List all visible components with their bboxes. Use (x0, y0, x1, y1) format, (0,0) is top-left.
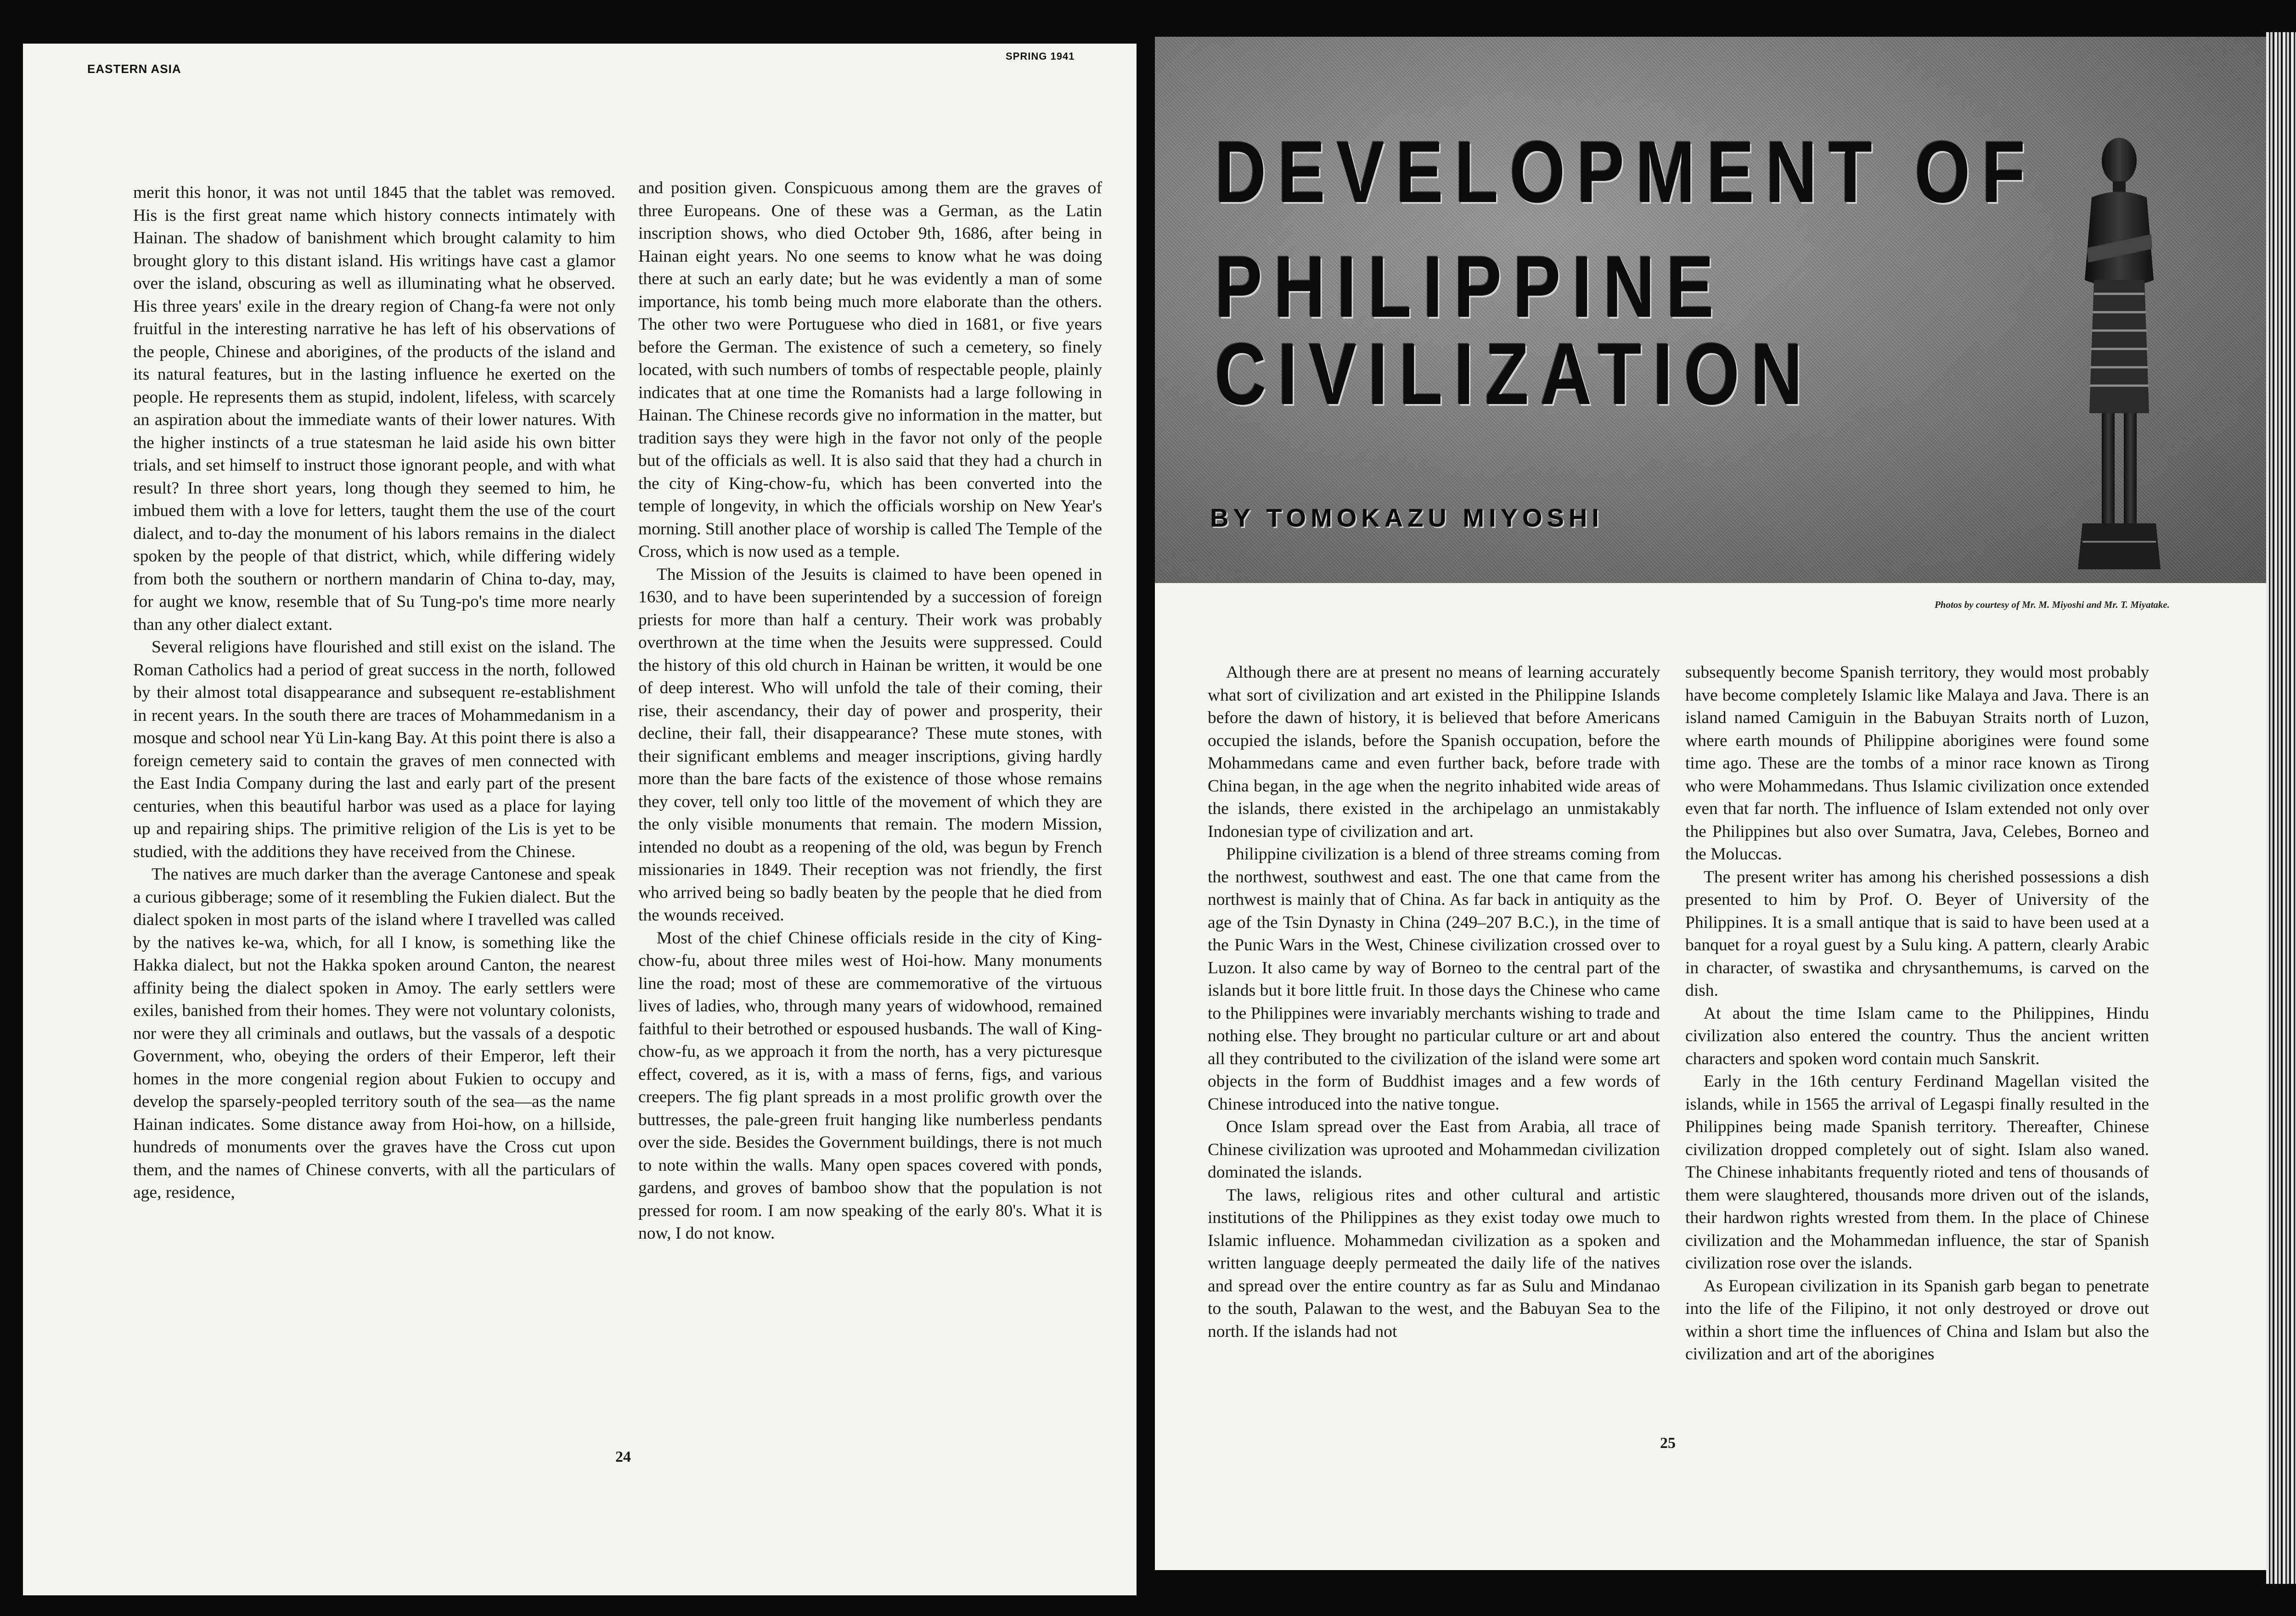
right-column-1 (1208, 661, 1660, 1343)
left-column-2 (638, 177, 1102, 1245)
issue-date: SPRING 1941 (1006, 50, 1075, 62)
right-column-2 (1685, 661, 2149, 1366)
title-line-1: DEVELOPMENT OF (1215, 123, 2037, 221)
paragraph: Several religions have flourished and still exist on the island. The Roman Catholics had a period of great success in the north, followed by their almost total disappearance and subsequent re-establishment in recent years. In the south there are traces of Mohammedanism in a mosque and school near Yü Lin-kang Bay. At this point there is also a foreign cemetery said to contain the graves of men connected with the East India Company during the last and early part of the present centuries, when this beautiful harbor was used as a place for laying up and repairing ships. The primitive religion of the Lis is yet to be studied, with the additions they have received from the Chinese. (133, 638, 615, 861)
byline: BY TOMOKAZU MIYOSHI (1210, 503, 1604, 532)
paragraph: Early in the 16th century Ferdinand Magellan visited the islands, while in 1565 the arrival of Legaspi finally resulted in the Philippines being made Spanish territory. Thereafter, Chinese civilization dropped completely out of sight. Islam also waned. The Chinese inhabitants frequently rioted and tens of thousands of them were slaughtered, thousands more driven out of the islands, their hardwon rights wrested from them. In the place of Chinese civilization and the Mohammedan influence, the star of Spanish civilization rose over the islands. (1685, 1072, 2149, 1273)
paragraph: and position given. Conspicuous among them are the graves of three Europeans. One of these was a German, as the Latin inscription shows, who died October 9th, 1686, after being in Hainan eight years. No one seems to know what he was doing there at such an early date; but he was evidently a man of some importance, his tomb being much more elaborate than the others. The other two were Portuguese who died in 1681, or five years before the German. The existence of such a cemetery, so finely located, with such numbers of tombs of respectable people, plainly indicates that at one time the Romanists had a large following in Hainan. The Chinese records give no information in the matter, but tradition says they were high in the favor not only of the people but of the officials as well. It is also said that they had a church in the city of King-chow-fu, which has been converted into the temple of longevity, in which the officials worship on New Year's morning. Still another place of worship is called The Temple of the Cross, which is now used as a temple. (638, 179, 1102, 561)
left-column-1 (133, 181, 615, 1204)
title-line-2: PHILIPPINE CIVILIZATION (1215, 238, 1814, 423)
running-head: EASTERN ASIA (87, 62, 181, 76)
paragraph: As European civilization in its Spanish garb began to penetrate into the life of the Filipino, it not only destroyed or drove out within a short time the influences of China and Islam but also the civilization and art of the aborigines (1685, 1276, 2149, 1364)
book-page-edges (2266, 32, 2296, 1584)
page-number: 25 (1660, 1435, 1676, 1452)
paragraph: The Mission of the Jesuits is claimed to have been opened in 1630, and to have been superintended by a succession of foreign priests for more than half a century. Their work was probably overthrown at the time when the Jesuits were suppressed. Could the history of this old church in Hainan be written, it would be one of deep interest. Who will unfold the tale of their coming, their rise, their ascendancy, their day of power and prosperity, their decline, their fall, their disappearance? These mute stones, with their significant emblems and meager inscriptions, giving hardly more than the bare facts of the existence of those whose remains they cover, tell only too little of the movement of which they are the only visible monuments that remain. The modern Mission, intended no doubt as a reopening of the old, was begun by French missionaries in 1849. Their reception was not friendly, the first who arrived being so badly beaten by the people that he died from the wounds received. (638, 565, 1102, 925)
paragraph: merit this honor, it was not until 1845 that the tablet was removed. His is the first great name which history connects intimately with Hainan. The shadow of banishment which brought calamity to him brought glory to this distant island. His writings have cast a glamor over the island, obscuring as well as illuminating what he observed. His three years' exile in the dreary region of Chang-fa were not only fruitful in the interesting narrative he has left of his observations of the people, Chinese and aborigines, of the products of the island and its natural features, but in the lasting influence he exerted on the people. He represents them as stupid, indolent, lifeless, with scarcely an aspiration about the immediate wants of their lower natures. With the higher instincts of a true statesman he laid aside his own bitter trials, and set himself to instruct those ignorant people, and with what result? In three short years, long though they seemed to him, he imbued them with a love for letters, taught them the use of the court dialect, and to-day the monument of his labors remains in the dialect spoken by the people of that district, which, while differing widely from both the southern or northern mandarin of China to-day, may, for aught we know, resemble that of Su Tung-po's time more nearly than any other dialect extant. (133, 183, 615, 634)
paragraph: Once Islam spread over the East from Arabia, all trace of Chinese civilization was uprooted and Mohammedan civilization dominated the islands. (1208, 1117, 1660, 1182)
paragraph: The laws, religious rites and other cultural and artistic institutions of the Philippines as they exist today owe much to Islamic influence. Mohammedan civilization as a spoken and written language deeply permeated the daily life of the natives and spread over the entire country as far as Sulu and Mindanao to the south, Palawan to the west, and the Babuyan Sea to the north. If the islands had not (1208, 1185, 1660, 1341)
paragraph: The present writer has among his cherished possessions a dish presented to him by Prof. O. Beyer of University of the Philippines. It is a small antique that is said to have been used at a banquet for a royal guest by a Sulu king. A pattern, clearly Arabic in character, of swastika and chrysanthemums, is carved on the dish. (1685, 867, 2149, 1000)
paragraph: subsequently become Spanish territory, they would most probably have become completely Islamic like Malaya and Java. There is an island named Camiguin in the Babuyan Straits north of Luzon, where earth mounds of Philippine aborigines were found some time ago. These are the tombs of a minor race known as Tirong who were Mohammedans. Thus Islamic civilization once extended even that far north. The influence of Islam extended not only over the Philippines but also over Sumatra, Java, Celebes, Borneo and the Moluccas. (1685, 663, 2149, 864)
carved-figure-photo (2073, 129, 2165, 578)
paragraph: Philippine civilization is a blend of three streams coming from the northwest, southwest and east. The one that came from the northwest is mainly that of China. As far back in antiquity as the age of the Tsin Dynasty in China (249–207 B.C.), in the time of the Punic Wars in the West, Chinese civilization crossed over to Luzon. It also came by way of Borneo to the central part of the islands but it bore little fruit. In those days the Chinese who came to the Philippines were invariably merchants wishing to trade and nothing else. They brought no particular culture or art and about all they contributed to the civilization of the island were some art objects in the form of Buddhist images and a few words of Chinese introduced into the native tongue. (1208, 845, 1660, 1114)
paragraph: At about the time Islam came to the Philippines, Hindu civilization also entered the country. Thus the ancient written characters and spoken word contain much Sanskrit. (1685, 1004, 2149, 1068)
paragraph: The natives are much darker than the average Cantonese and speak a curious gibberage; some of it resembling the Fukien dialect. But the dialect spoken in most parts of the island where I travelled was called by the natives ke-wa, which, for all I know, is something like the Hakka dialect, but not the Hakka spoken around Canton, the nearest affinity being the dialect spoken in Amoy. The early settlers were exiles, banished from their homes. They were not voluntary colonists, nor were they all criminals and outlaws, but the vassals of a despotic Government, who, obeying the orders of their Emperor, left their homes in the more congenial region about Fukien to occupy and develop the sparsely-peopled territory south of the sea—as the name Hainan indicates. Some distance away from Hoi-how, on a hillside, hundreds of monuments over the graves have the Cross cut upon them, and the names of Chinese converts, with all the particulars of age, residence, (133, 865, 615, 1202)
left-page (23, 44, 1137, 1595)
right-page (1155, 37, 2266, 1570)
paragraph: Most of the chief Chinese officials reside in the city of King-chow-fu, about three miles west of Hoi-how. Many monuments line the road; most of these are commemorative of the virtuous lives of ladies, who, through many years of widowhood, remained faithful to their betrothed or espoused husbands. The wall of King-chow-fu, as we approach it from the north, has a very picturesque effect, covered, as it is, with a mass of ferns, figs, and various creepers. The fig plant spreads in a most prolific growth over the buttresses, the pale-green fruit hanging like numberless pendants over the side. Besides the Government buildings, there is not much to note within the walls. Many open spaces covered with ponds, gardens, and groves of bamboo show that the population is not pressed for room. I am now speaking of the early 80's. What it is now, I do not know. (638, 928, 1102, 1243)
page-number: 24 (615, 1448, 631, 1465)
paragraph: Although there are at present no means of learning accurately what sort of civilization and art existed in the Philippine Islands before the dawn of history, it is believed that before Americans occupied the islands, before the Spanish occupation, before the Mohammedans came and even further back, before trade with China began, in the age when the negrito inhabited wide areas of the islands, there existed in the archipelago an unmistakably Indonesian type of civilization and art. (1208, 663, 1660, 841)
title-banner (1155, 37, 2266, 583)
photo-credit: Photos by courtesy of Mr. M. Miyoshi and Mr. T. Miyatake. (1934, 599, 2170, 610)
